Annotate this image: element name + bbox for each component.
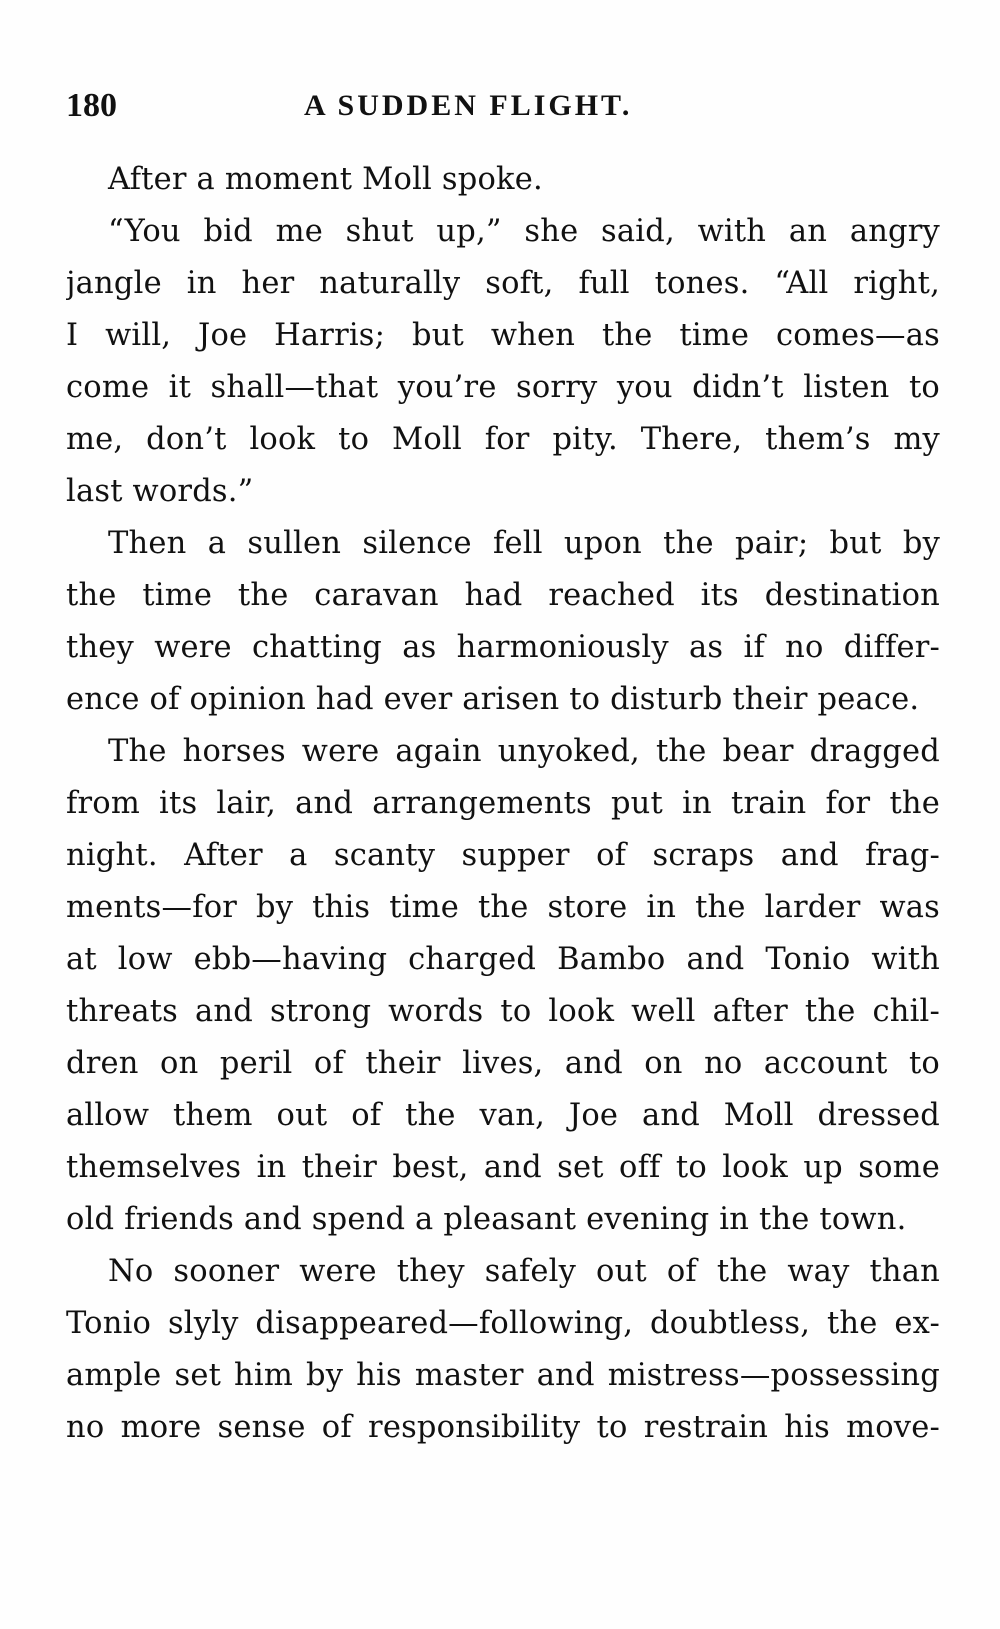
text-line: Tonio slyly disappeared—following, doubtless, the ex- — [66, 1306, 940, 1341]
text-line: ments—for by this time the store in the larder was — [66, 890, 940, 925]
text-line: I will, Joe Harris; but when the time comes—as — [66, 318, 940, 353]
text-line: allow them out of the van, Joe and Moll dressed — [66, 1098, 940, 1133]
text-line: No sooner were they safely out of the way than — [108, 1254, 940, 1289]
body-text — [66, 154, 940, 1454]
text-line: me, don’t look to Moll for pity. There, them’s my — [66, 422, 940, 457]
text-line: come it shall—that you’re sorry you didn’t listen to — [66, 370, 940, 405]
text-line: dren on peril of their lives, and on no account to — [66, 1046, 940, 1081]
text-line: “You bid me shut up,” she said, with an angry — [108, 214, 940, 249]
text-line: ample set him by his master and mistress—possessing — [66, 1358, 940, 1393]
text-line: from its lair, and arrangements put in train for the — [66, 786, 940, 821]
text-line: threats and strong words to look well after the chil- — [66, 994, 940, 1029]
text-line: no more sense of responsibility to restrain his move- — [66, 1410, 940, 1445]
text-line: The horses were again unyoked, the bear dragged — [108, 734, 940, 769]
text-line: the time the caravan had reached its destination — [66, 578, 940, 613]
text-line: After a moment Moll spoke. — [108, 162, 543, 197]
text-line: at low ebb—having charged Bambo and Tonio with — [66, 942, 940, 977]
text-line: Then a sullen silence fell upon the pair; but by — [108, 526, 940, 561]
chapter-title: A SUDDEN FLIGHT. — [304, 89, 633, 122]
text-line: they were chatting as harmoniously as if no differ- — [66, 630, 940, 665]
text-line: last words.” — [66, 474, 254, 509]
text-line: jangle in her naturally soft, full tones. “All right, — [66, 266, 940, 301]
text-line: old friends and spend a pleasant evening in the town. — [66, 1202, 907, 1237]
page-number: 180 — [66, 87, 117, 124]
text-line: themselves in their best, and set off to look up some — [66, 1150, 940, 1185]
text-line: ence of opinion had ever arisen to disturb their peace. — [66, 682, 920, 717]
text-line: night. After a scanty supper of scraps and frag- — [66, 838, 940, 873]
running-head — [66, 86, 940, 126]
